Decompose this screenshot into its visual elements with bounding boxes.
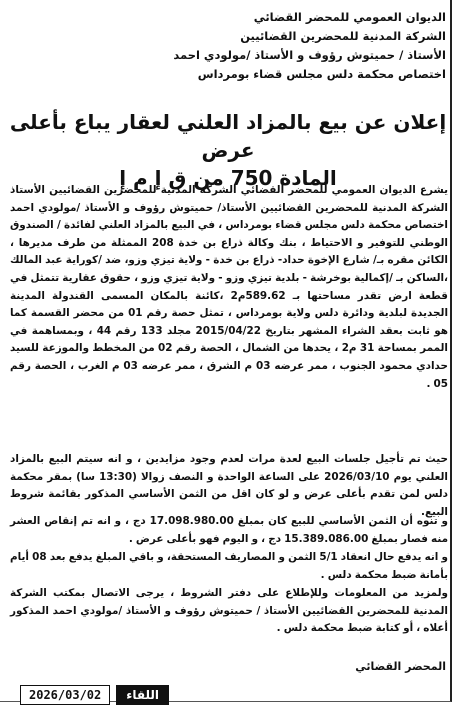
notice-title xyxy=(8,108,448,192)
publication-date: 2026/03/02 xyxy=(20,685,110,705)
signature: المحضر القضائي xyxy=(355,660,446,673)
header-office: الديوان العمومي للمحضر القضائي xyxy=(253,10,446,24)
body-paragraph-contact: ولمزيد من المعلومات وللإطلاع على دفتر الشروط ، يرجى الاتصال بمكتب الشركة المدنية للمحضرين القضائيين الأستاذ / حميتوش رؤوف و الأستاذ /مولودي احمد المذكور أعلاه ، أو كتابة ضبط محكمة دلس . xyxy=(10,587,448,635)
header-jurisdiction: اختصاص محكمة دلس مجلس قضاء بومرداس xyxy=(197,67,446,81)
newspaper-name: اللقاء xyxy=(116,685,169,705)
title-line-1: إعلان عن بيع بالمزاد العلني لعقار يباع بأعلى عرض xyxy=(9,110,447,162)
title-article-suffix: من ق إ م إ xyxy=(119,166,224,190)
title-article-prefix: المادة xyxy=(279,166,337,190)
body-paragraph-payment: و انه يدفع حال انعقاد 5/1 الثمن و المصاريف المستحقة، و باقي المبلغ يدفع بعد 08 أيام بأمانة ضبط محكمة دلس . xyxy=(10,551,448,581)
publication-footer xyxy=(20,684,220,706)
body-paragraph-base-price: و تنوه أن الثمن الأساسي للبيع كان بمبلغ 17.098.980.00 دج ، و انه تم إنقاص العشر منه فصار بمبلغ 15.389.086.00 دج ، و اليوم فهو بأعلى عرض . xyxy=(10,515,448,545)
body-paragraph-sale-details: يشرع الديوان العمومي للمحضر القضائي الشركة المدنية للمحضرين القضائيين الأستاذ الشركة المدنية للمحضرين القضائيين الأستاذ/ حميتوش رؤوف و الأستاذ /مولودي احمد اختصاص محكمة دلس مجلس قضاء بومرداس ، في البيع بالمزاد العلني لفائدة / الصندوق الوطني للتوفير و الاحتياط ، بنك وكالة ذراع بن خدة 208 الممثلة من طرف مديرها ، الكائن مقره بـ/ شارع الإخوة حداد- ذراع بن خدة - ولاية تيزي وزو، ضد /كوراية عبد المالك ،الساكن بـ /إكمالية بوخرشة - بلدية تيزي وزو - ولاية تيزي وزو ، حقوق عقارية تتمثل في قطعة ارض تقدر مساحتها بـ 589.62م2 ،كائنة بالمكان المسمى القندولة المدينة الجديدة لبلدية ودائرة دلس ولاية بومرداس ، تمثل حصة رقم 01 من محضر القسمة كما هو ثابت بعقد الشراء المشهر بتاريخ 2015/04/22 مجلد 133 رقم 44 ، وبمساهمة في الممر بمساحة 31 م2 ، يحدها من الشمال ، الحصة رقم 02 من المخطط والموزعة للسيد حدادي محمود الجنوب ، ممر عرضه 03 م الشرق ، ممر عرضه 03 م الغرب ، الحصة رقم 05 . xyxy=(10,184,449,390)
notice-header xyxy=(16,8,446,84)
header-company: الشركة المدنية للمحضرين القضائيين xyxy=(240,29,446,43)
body-paragraph-auction-date: حيث تم تأجيل جلسات البيع لعدة مرات لعدم وجود مزايدين ، و انه سيتم البيع بالمزاد العلني يوم 2026/03/10 على الساعة الواحدة و النصف زوالا (13:30 سا) بمقر محكمة دلس لمن تقدم بأعلى عرض و لو كان اقل من الثمن الأساسي المذكور بقائمة شروط البيع. xyxy=(10,453,448,518)
title-article-number: 750 xyxy=(230,166,273,190)
header-bailiffs: الأستاذ / حميتوش رؤوف و الأستاذ /مولودي احمد xyxy=(173,48,446,62)
